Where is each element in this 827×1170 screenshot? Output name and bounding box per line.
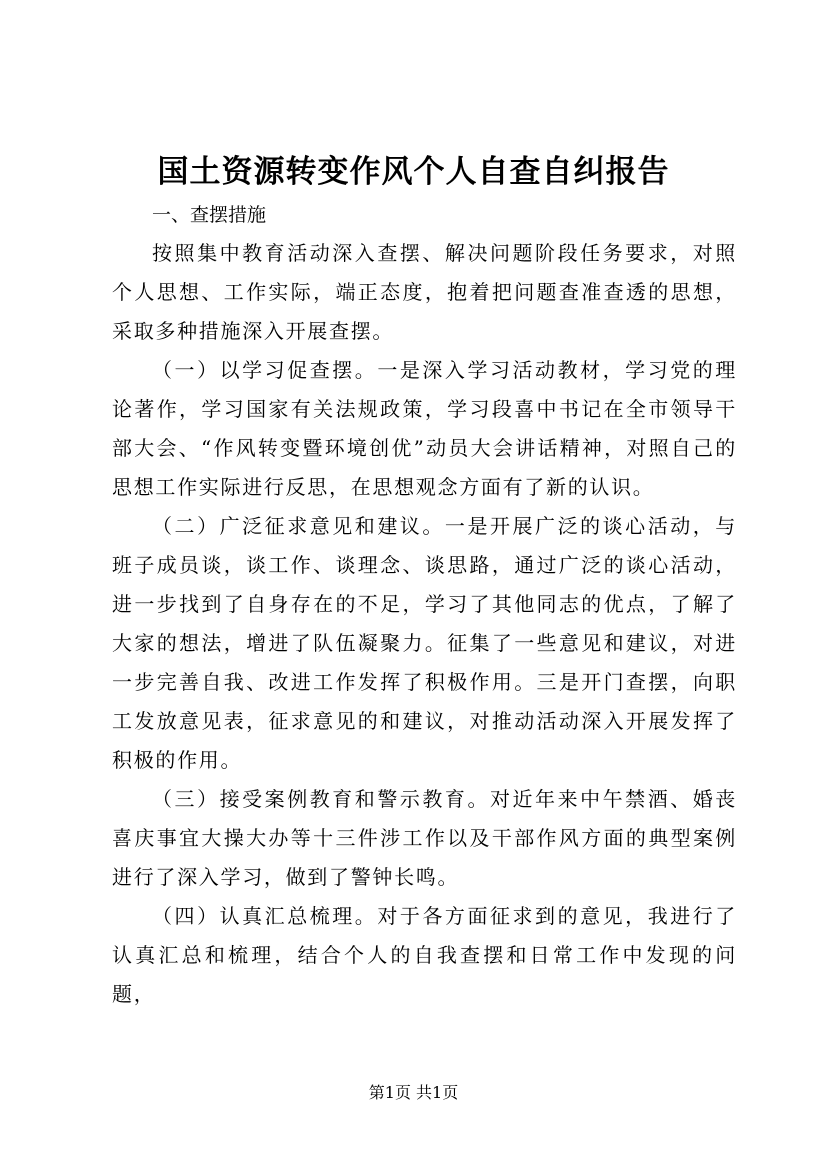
paragraph-study: （一）以学习促查摆。一是深入学习活动教材，学习党的理论著作，学习国家有关法规政策，学习段喜中书记在全市领导干部大会、“作风转变暨环境创优”动员大会讲话精神，对照自己的思想工作实际进行反思，在思想观念方面有了新的认识。 [112, 358, 737, 499]
page-number-footer: 第1页 共1页 [368, 1083, 459, 1102]
section-heading: 一、查摆措施 [152, 204, 267, 226]
paragraph-case-education: （三）接受案例教育和警示教育。对近年来中午禁酒、婚丧喜庆事宜大操大办等十三件涉工作以及干部作风方面的典型案例进行了深入学习，做到了警钟长鸣。 [112, 787, 737, 889]
paragraph-intro: 按照集中教育活动深入查摆、解决问题阶段任务要求，对照个人思想、工作实际，端正态度，抱着把问题查准查透的思想，采取多种措施深入开展查摆。 [112, 241, 737, 343]
document-title: 国土资源转变作风个人自查自纠报告 [157, 154, 670, 190]
paragraph-summary: （四）认真汇总梳理。对于各方面征求到的意见，我进行了认真汇总和梳理，结合个人的自我查摆和日常工作中发现的问题， [112, 904, 737, 1006]
document-body [112, 196, 737, 1014]
paragraph-opinions: （二）广泛征求意见和建议。一是开展广泛的谈心活动，与班子成员谈，谈工作、谈理念、谈思路，通过广泛的谈心活动，进一步找到了自身存在的不足，学习了其他同志的优点，了解了大家的想法，增进了队伍凝聚力。征集了一些意见和建议，对进一步完善自我、改进工作发挥了积极作用。三是开门查摆，向职工发放意见表，征求意见的和建议，对推动活动深入开展发挥了积极的作用。 [112, 514, 737, 772]
